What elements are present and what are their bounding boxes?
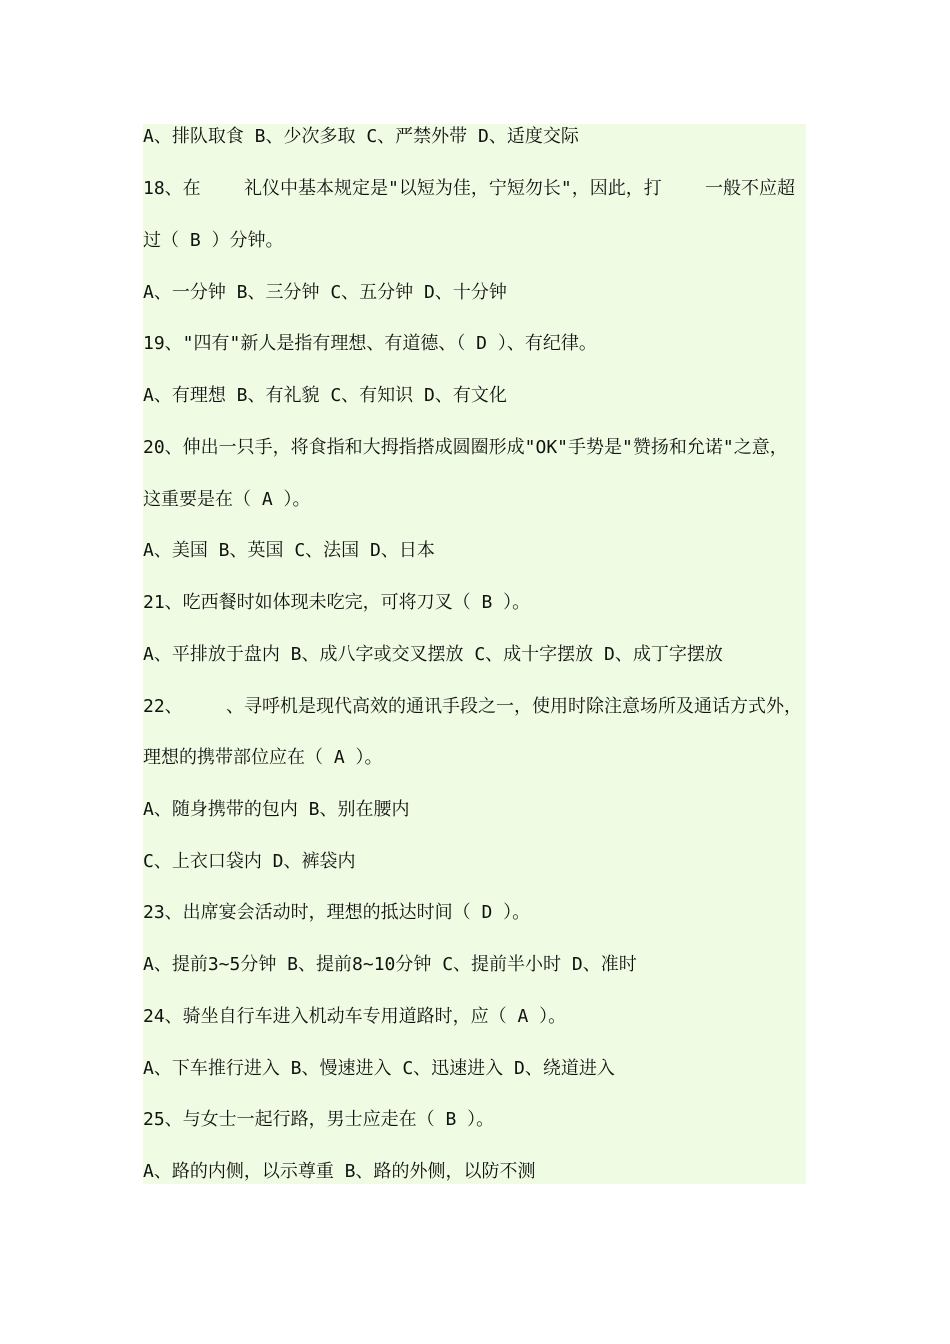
text-line-q22-options-1: A、随身携带的包内 B、别在腰内	[143, 799, 410, 820]
text-line-q24-options: A、下车推行进入 B、慢速进入 C、迅速进入 D、绕道进入	[143, 1058, 615, 1079]
text-line-q23: 23、出席宴会活动时，理想的抵达时间（ D ）。	[143, 902, 531, 923]
text-line-q18-cont: 过（ B ）分钟。	[143, 230, 284, 251]
text-line-q22-options-2: C、上衣口袋内 D、裤袋内	[143, 851, 356, 872]
text-line-q25-options: A、路的内侧，以示尊重 B、路的外侧，以防不测	[143, 1161, 536, 1182]
text-line-q17-options: A、排队取食 B、少次多取 C、严禁外带 D、适度交际	[143, 126, 579, 147]
text-line-q18-options: A、一分钟 B、三分钟 C、五分钟 D、十分钟	[143, 282, 507, 303]
text-line-q20-options: A、美国 B、英国 C、法国 D、日本	[143, 540, 435, 561]
text-line-q18: 18、在 礼仪中基本规定是"以短为佳，宁短勿长"，因此，打 一般不应超	[143, 178, 796, 199]
text-line-q24: 24、骑坐自行车进入机动车专用道路时，应（ A ）。	[143, 1006, 567, 1027]
text-line-q25: 25、与女士一起行路，男士应走在（ B ）。	[143, 1109, 495, 1130]
text-line-q22-cont: 理想的携带部位应在（ A ）。	[143, 747, 383, 768]
text-line-q21-options: A、平排放于盘内 B、成八字或交叉摆放 C、成十字摆放 D、成丁字摆放	[143, 644, 723, 665]
text-line-q20-cont: 这重要是在（ A ）。	[143, 489, 311, 510]
text-line-q22: 22、 、寻呼机是现代高效的通讯手段之一，使用时除注意场所及通话方式外，	[143, 696, 803, 717]
text-line-q19: 19、"四有"新人是指有理想、有道德、（ D ）、有纪律。	[143, 333, 597, 354]
text-line-q23-options: A、提前3~5分钟 B、提前8~10分钟 C、提前半小时 D、准时	[143, 954, 637, 975]
text-line-q20: 20、伸出一只手，将食指和大拇指搭成圆圈形成"OK"手势是"赞扬和允诺"之意，	[143, 437, 788, 458]
text-line-q21: 21、吃西餐时如体现未吃完，可将刀叉（ B ）。	[143, 592, 531, 613]
text-line-q19-options: A、有理想 B、有礼貌 C、有知识 D、有文化	[143, 385, 507, 406]
